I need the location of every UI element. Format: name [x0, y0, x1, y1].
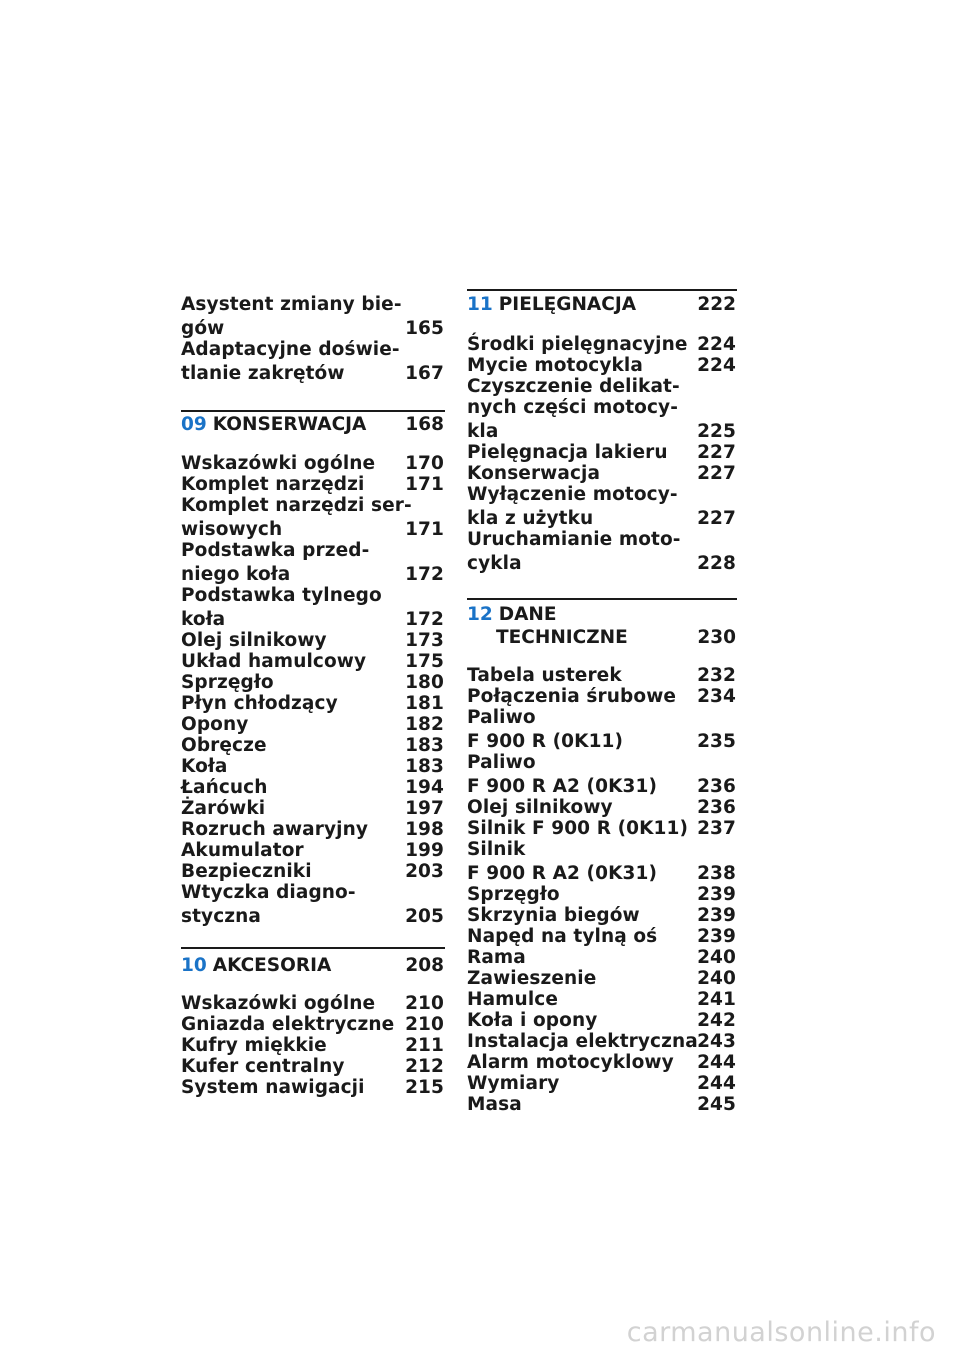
- entry-title: Połączenia śrubowe: [467, 686, 677, 707]
- entry-title: Rozruch awaryjny: [181, 819, 369, 840]
- toc-entry[interactable]: [181, 1056, 445, 1077]
- chapter-number: 09: [181, 414, 207, 435]
- toc-entry[interactable]: [181, 540, 445, 585]
- entry-page: 205: [405, 906, 444, 927]
- entry-title: Koła i opony: [467, 1010, 598, 1031]
- entry-title: System nawigacji: [181, 1077, 365, 1098]
- entry-title: Konserwacja: [467, 463, 601, 484]
- toc-entry[interactable]: [181, 1077, 445, 1098]
- chapter-title: DANE: [498, 604, 557, 625]
- entry-title: niego koła: [181, 564, 291, 585]
- entry-page: 240: [697, 947, 736, 968]
- toc-entry[interactable]: [181, 777, 445, 798]
- toc-entry[interactable]: [467, 707, 737, 752]
- toc-entry[interactable]: [467, 797, 737, 818]
- chapter-divider: [467, 289, 737, 291]
- entry-page: 235: [697, 731, 736, 752]
- entry-page: 171: [405, 519, 444, 540]
- entry-title: Silnik F 900 R (0K11): [467, 818, 689, 839]
- entry-title: Sprzęgło: [467, 884, 560, 905]
- entry-title: Wtyczka diagno-: [181, 882, 356, 903]
- entry-page: 183: [405, 735, 444, 756]
- toc-entry[interactable]: [467, 1094, 737, 1115]
- toc-entry[interactable]: [467, 752, 737, 797]
- toc-entry[interactable]: [181, 819, 445, 840]
- entry-title: Komplet narzędzi ser-: [181, 495, 412, 516]
- chapter-title: KONSERWACJA: [212, 414, 367, 435]
- toc-entry[interactable]: [467, 818, 737, 839]
- entry-title: Zawieszenie: [467, 968, 597, 989]
- toc-entry[interactable]: [467, 905, 737, 926]
- toc-entry[interactable]: [181, 294, 445, 339]
- entry-title: Wskazówki ogólne: [181, 993, 376, 1014]
- entry-title: Gniazda elektryczne: [181, 1014, 395, 1035]
- entry-title: Pielęgnacja lakieru: [467, 442, 668, 463]
- entry-page: 203: [405, 861, 444, 882]
- toc-entry[interactable]: [467, 355, 737, 376]
- entry-page: 175: [405, 651, 444, 672]
- entry-title: Alarm motocyklowy: [467, 1052, 674, 1073]
- chapter-heading-09[interactable]: [181, 414, 445, 435]
- entry-title: Hamulce: [467, 989, 558, 1010]
- entry-page: 211: [405, 1035, 444, 1056]
- entry-page: 227: [697, 442, 736, 463]
- chapter-page: 208: [405, 955, 444, 976]
- entry-title: Wskazówki ogólne: [181, 453, 376, 474]
- entry-title: Tabela usterek: [467, 665, 622, 686]
- entry-title: Kufer centralny: [181, 1056, 345, 1077]
- toc-entry[interactable]: [467, 839, 737, 884]
- entry-page: 224: [697, 355, 736, 376]
- entry-title: Asystent zmiany bie-: [181, 294, 402, 315]
- chapter-number: 10: [181, 955, 207, 976]
- chapter-number: 11: [467, 294, 493, 315]
- toc-entry[interactable]: [181, 651, 445, 672]
- entry-page: 232: [697, 665, 736, 686]
- toc-entry[interactable]: [181, 735, 445, 756]
- entry-title: nych części motocy-: [467, 397, 678, 418]
- chapter-title-line2: TECHNICZNE: [496, 627, 628, 648]
- entry-page: 212: [405, 1056, 444, 1077]
- toc-entry[interactable]: [181, 1035, 445, 1056]
- chapter-title: AKCESORIA: [212, 955, 332, 976]
- toc-entry[interactable]: [181, 672, 445, 693]
- toc-entry[interactable]: [181, 693, 445, 714]
- entry-title: Mycie motocykla: [467, 355, 643, 376]
- entry-title: Paliwo: [467, 707, 536, 728]
- chapter-divider: [467, 598, 737, 600]
- toc-entry[interactable]: [467, 1052, 737, 1073]
- toc-entry[interactable]: [467, 884, 737, 905]
- toc-entry[interactable]: [181, 882, 445, 927]
- toc-entry[interactable]: [467, 484, 737, 529]
- entry-page: 242: [697, 1010, 736, 1031]
- entry-title: Koła: [181, 756, 228, 777]
- toc-entry[interactable]: [467, 1010, 737, 1031]
- toc-entry[interactable]: [467, 947, 737, 968]
- entry-page: 170: [405, 453, 444, 474]
- entry-title: Akumulator: [181, 840, 304, 861]
- toc-entry[interactable]: [467, 334, 737, 355]
- entry-page: 180: [405, 672, 444, 693]
- entry-page: 173: [405, 630, 444, 651]
- toc-entry[interactable]: [181, 339, 445, 384]
- entry-page: 172: [405, 564, 444, 585]
- toc-entry[interactable]: [181, 993, 445, 1014]
- chapter-divider: [181, 410, 445, 412]
- entry-page: 182: [405, 714, 444, 735]
- entry-title: Środki pielęgnacyjne: [467, 334, 688, 355]
- entry-title: Bezpieczniki: [181, 861, 312, 882]
- entry-title: F 900 R (0K11): [467, 731, 624, 752]
- entry-page: 239: [697, 884, 736, 905]
- entry-title: Obręcze: [181, 735, 267, 756]
- entry-page: 227: [697, 463, 736, 484]
- entry-page: 228: [697, 553, 736, 574]
- entry-page: 215: [405, 1077, 444, 1098]
- chapter-number: 12: [467, 604, 493, 625]
- toc-entry[interactable]: [181, 495, 445, 540]
- entry-title: gów: [181, 318, 225, 339]
- toc-entry[interactable]: [181, 1014, 445, 1035]
- toc-entry[interactable]: [467, 686, 737, 707]
- entry-page: 227: [697, 508, 736, 529]
- entry-title: Rama: [467, 947, 526, 968]
- toc-entry[interactable]: [181, 756, 445, 777]
- toc-entry[interactable]: [467, 376, 737, 442]
- toc-entry[interactable]: [467, 968, 737, 989]
- toc-entry[interactable]: [467, 529, 737, 574]
- chapter-divider: [181, 947, 445, 949]
- toc-entry[interactable]: [181, 453, 445, 474]
- entry-page: 241: [697, 989, 736, 1010]
- entry-title: cykla: [467, 553, 522, 574]
- toc-entry[interactable]: [467, 926, 737, 947]
- entry-title: Napęd na tylną oś: [467, 926, 658, 947]
- entry-page: 181: [405, 693, 444, 714]
- toc-entry[interactable]: [467, 1031, 737, 1052]
- entry-title: Wyłączenie motocy-: [467, 484, 678, 505]
- toc-entry[interactable]: [181, 585, 445, 630]
- entry-title: Uruchamianie moto-: [467, 529, 681, 550]
- entry-page: 197: [405, 798, 444, 819]
- entry-page: 225: [697, 421, 736, 442]
- entry-page: 236: [697, 776, 736, 797]
- chapter-title: PIELĘGNACJA: [498, 294, 637, 315]
- entry-page: 244: [697, 1052, 736, 1073]
- toc-entry[interactable]: [467, 1073, 737, 1094]
- entry-title: Żarówki: [181, 798, 266, 819]
- entry-page: 234: [697, 686, 736, 707]
- entry-title: Sprzęgło: [181, 672, 274, 693]
- entry-page: 245: [697, 1094, 736, 1115]
- entry-page: 243: [697, 1031, 736, 1052]
- entry-title: styczna: [181, 906, 262, 927]
- entry-title: wisowych: [181, 519, 283, 540]
- chapter-page: 168: [405, 414, 444, 435]
- watermark: carmanualsonline.info: [626, 1317, 936, 1348]
- entry-page: 239: [697, 905, 736, 926]
- entry-title: Silnik: [467, 839, 526, 860]
- toc-entry[interactable]: [181, 861, 445, 882]
- entry-title: Masa: [467, 1094, 522, 1115]
- entry-title: Podstawka tylnego: [181, 585, 382, 606]
- entry-title: F 900 R A2 (0K31): [467, 863, 658, 884]
- entry-page: 224: [697, 334, 736, 355]
- entry-title: Łańcuch: [181, 777, 268, 798]
- entry-title: Opony: [181, 714, 249, 735]
- entry-page: 171: [405, 474, 444, 495]
- entry-title: tlanie zakrętów: [181, 363, 345, 384]
- entry-page: 240: [697, 968, 736, 989]
- entry-page: 236: [697, 797, 736, 818]
- entry-page: 194: [405, 777, 444, 798]
- entry-title: Komplet narzędzi: [181, 474, 365, 495]
- toc-entry[interactable]: [181, 840, 445, 861]
- entry-page: 172: [405, 609, 444, 630]
- toc-entry[interactable]: [467, 463, 737, 484]
- entry-title: Olej silnikowy: [181, 630, 327, 651]
- entry-title: Skrzynia biegów: [467, 905, 640, 926]
- entry-title: Płyn chłodzący: [181, 693, 338, 714]
- entry-page: 167: [405, 363, 444, 384]
- entry-page: 238: [697, 863, 736, 884]
- entry-title: Wymiary: [467, 1073, 560, 1094]
- entry-title: Podstawka przed-: [181, 540, 370, 561]
- chapter-page: 222: [697, 294, 736, 315]
- entry-page: 210: [405, 993, 444, 1014]
- entry-title: kla: [467, 421, 499, 442]
- entry-title: Adaptacyjne doświe-: [181, 339, 400, 360]
- entry-page: 183: [405, 756, 444, 777]
- toc-entry[interactable]: [181, 798, 445, 819]
- entry-title: Instalacja elektryczna: [467, 1031, 698, 1052]
- toc-entry[interactable]: [181, 474, 445, 495]
- toc-entry[interactable]: [467, 665, 737, 686]
- toc-entry[interactable]: [181, 714, 445, 735]
- entry-page: 210: [405, 1014, 444, 1035]
- entry-page: 237: [697, 818, 736, 839]
- chapter-heading-11[interactable]: [467, 294, 737, 315]
- entry-page: 199: [405, 840, 444, 861]
- entry-title: F 900 R A2 (0K31): [467, 776, 658, 797]
- toc-entry[interactable]: [467, 442, 737, 463]
- entry-title: kla z użytku: [467, 508, 594, 529]
- entry-title: Czyszczenie delikat-: [467, 376, 680, 397]
- chapter-heading-12[interactable]: [467, 604, 737, 648]
- entry-title: Olej silnikowy: [467, 797, 613, 818]
- chapter-heading-10[interactable]: [181, 955, 445, 976]
- entry-page: 244: [697, 1073, 736, 1094]
- entry-page: 239: [697, 926, 736, 947]
- entry-title: Układ hamulcowy: [181, 651, 367, 672]
- entry-title: Kufry miękkie: [181, 1035, 327, 1056]
- entry-title: Paliwo: [467, 752, 536, 773]
- entry-page: 198: [405, 819, 444, 840]
- entry-title: koła: [181, 609, 226, 630]
- toc-entry[interactable]: [181, 630, 445, 651]
- chapter-page: 230: [697, 627, 736, 648]
- toc-entry[interactable]: [467, 989, 737, 1010]
- entry-page: 165: [405, 318, 444, 339]
